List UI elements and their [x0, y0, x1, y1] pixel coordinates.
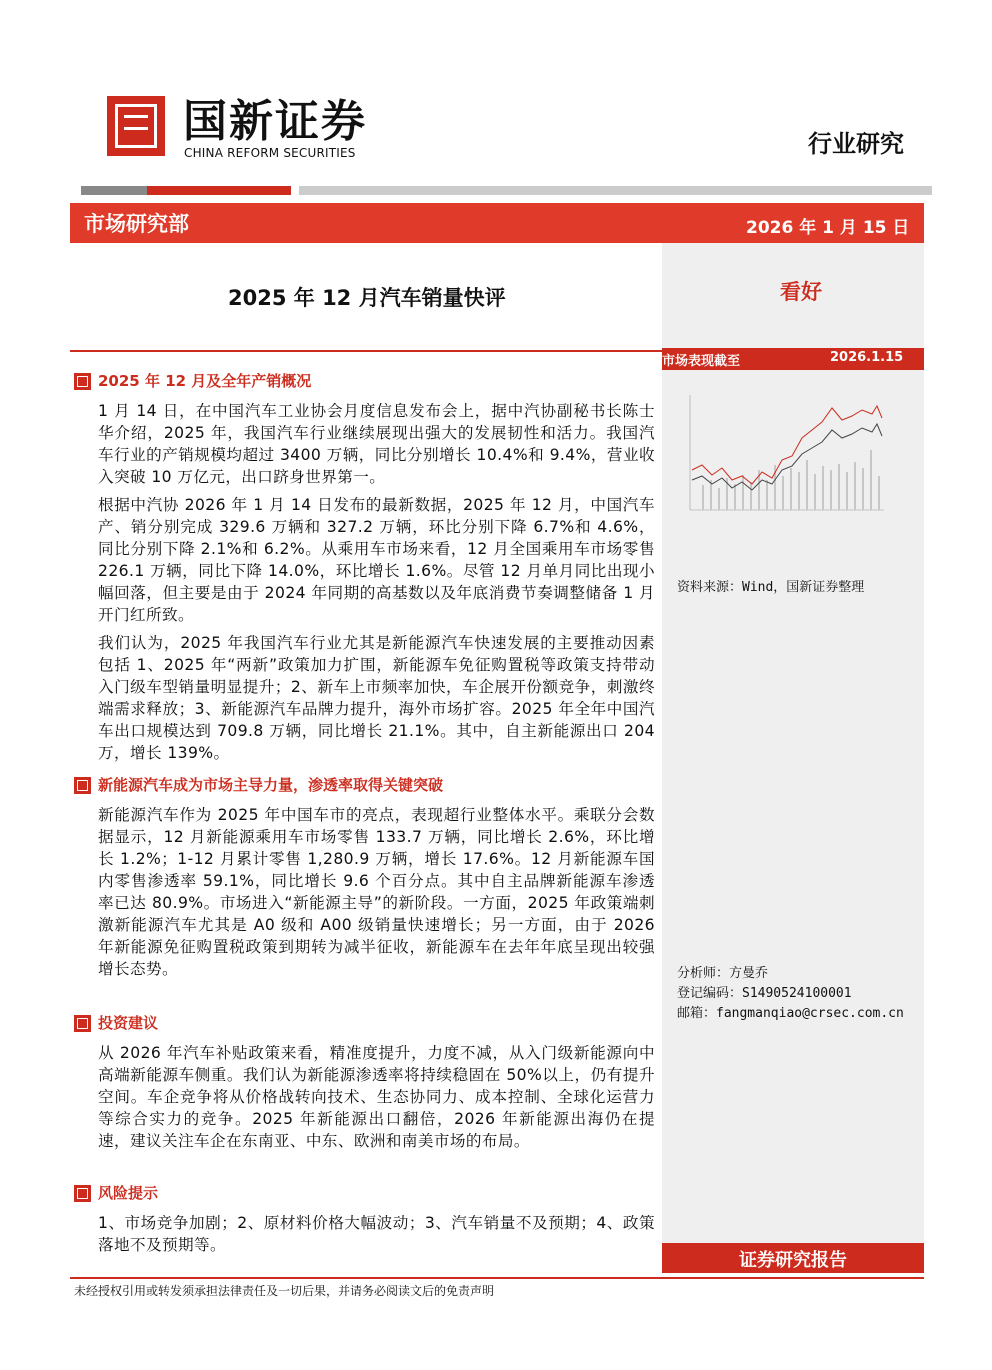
- page-title: 2025 年 12 月汽车销量快评: [228, 286, 506, 310]
- market-date: 2026.1.15: [830, 350, 904, 365]
- section-header: [70, 1012, 655, 1036]
- rating: 看好: [780, 279, 822, 304]
- section-nev: [70, 774, 655, 980]
- section-header: [70, 370, 655, 394]
- paragraph: 从 2026 年汽车补贴政策来看，精准度提升，力度不减，从入门级新能源向中高端新能源车侧重。我们认为新能源渗透率将持续稳固在 50%以上，仍有提升空间。车企竞争将从价格战转向技术、生态协同力、成本控制、全球化运营力等综合实力的竞争。2025 年新能源出口翻倍，2026 年新能源出海仍在提速，建议关注车企在东南亚、中东、欧洲和南美市场的布局。: [98, 1044, 655, 1150]
- section-icon: [74, 777, 91, 794]
- paragraph: 根据中汽协 2026 年 1 月 14 日发布的最新数据，2025 年 12 月，中国汽车产、销分别完成 329.6 万辆和 327.2 万辆，环比分别下降 6.7%和 4.6%，同比分别下降 2.1%和 6.2%。从乘用车市场来看，12 月全国乘用车市场零售 226.1 万辆，同比下降 14.0%，环比增长 1.6%。尽管 12 月单月同比出现小幅回落，但主要是由于 2024 年同期的高基数以及年底消费节奏调整储备 1 月开门红所致。: [98, 496, 655, 624]
- department-label: 市场研究部: [84, 211, 189, 236]
- logo-mark: [107, 96, 165, 156]
- paragraph: 1、市场竞争加剧；2、原材料价格大幅波动；3、汽车销量不及预期；4、政策落地不及预期等。: [98, 1214, 655, 1254]
- section-header: [70, 774, 655, 798]
- section-overview: [70, 370, 655, 764]
- market-label: 市场表现截至: [662, 354, 741, 369]
- section-risk: [70, 1182, 655, 1256]
- decor-bar: [299, 186, 932, 195]
- logo-text-en: CHINA REFORM SECURITIES: [184, 146, 356, 160]
- analyst-name: 分析师：方曼乔: [677, 966, 769, 981]
- paragraph: 新能源汽车作为 2025 年中国车市的亮点，表现超行业整体水平。乘联分会数据显示，12 月新能源乘用车市场零售 133.7 万辆，同比增长 2.6%，环比增长 1.2%；1-12 月累计零售 1,280.9 万辆，增长 17.6%。12 月新能源车国内零售渗透率 59.1%，同比增长 9.6 个百分点。其中自主品牌新能源车渗透率已达 80.9%。市场进入“新能源主导”的新阶段。一方面，2025 年政策端刺激新能源汽车尤其是 A0 级和 A00 级销量快速增长；另一方面，由于 2026 年新能源免征购置税政策到期转为减半征收，新能源车在去年年底呈现出较强增长态势。: [98, 806, 655, 978]
- decor-bar: [147, 186, 291, 195]
- report-date: 2026 年 1 月 15 日: [746, 218, 910, 238]
- footer-label: 证券研究报告: [739, 1250, 847, 1271]
- paragraph: 1 月 14 日，在中国汽车工业协会月度信息发布会上，据中汽协副秘书长陈士华介绍，2025 年，我国汽车行业继续展现出强大的发展韧性和活力。我国汽车行业的产销规模均超过 3400 万辆，同比分别增长 10.4%和 9.4%，营业收入突破 10 万亿元，出口跻身世界第一。: [98, 402, 655, 486]
- section-title: 2025 年 12 月及全年产销概况: [98, 372, 312, 390]
- section-title: 风险提示: [98, 1184, 159, 1202]
- market-performance-chart: [662, 380, 924, 540]
- section-icon: [74, 1185, 91, 1202]
- divider: [70, 1277, 924, 1279]
- analyst-email[interactable]: 邮箱：fangmanqiao@crsec.com.cn: [677, 1006, 904, 1021]
- decor-bar: [81, 186, 147, 195]
- section-icon: [74, 1015, 91, 1032]
- section-icon: [74, 373, 91, 390]
- logo-text-cn: 国新证券: [183, 96, 367, 147]
- section-title: 新能源汽车成为市场主导力量，渗透率取得关键突破: [98, 776, 444, 794]
- section-title: 投资建议: [98, 1014, 159, 1032]
- report-type: 行业研究: [808, 129, 904, 158]
- analyst-reg: 登记编码：S1490524100001: [677, 986, 852, 1001]
- section-investment: [70, 1012, 655, 1152]
- analyst-info: [677, 964, 904, 1024]
- section-header: [70, 1182, 655, 1206]
- paragraph: 我们认为，2025 年我国汽车行业尤其是新能源汽车快速发展的主要推动因素包括 1、2025 年“两新”政策加力扩围，新能源车免征购置税等政策支持带动入门级车型销量明显提升；2、新车上市频率加快，车企展开份额竞争，刺激终端需求释放；3、新能源汽车品牌力提升，海外市场扩容。2025 年全年中国汽车出口规模达到 709.8 万辆，同比增长 21.1%。其中，自主新能源出口 204 万，增长 139%。: [98, 634, 655, 762]
- disclaimer: 未经授权引用或转发须承担法律责任及一切后果，并请务必阅读文后的免责声明: [74, 1284, 495, 1298]
- chart-source: 资料来源：Wind，国新证券整理: [677, 580, 865, 595]
